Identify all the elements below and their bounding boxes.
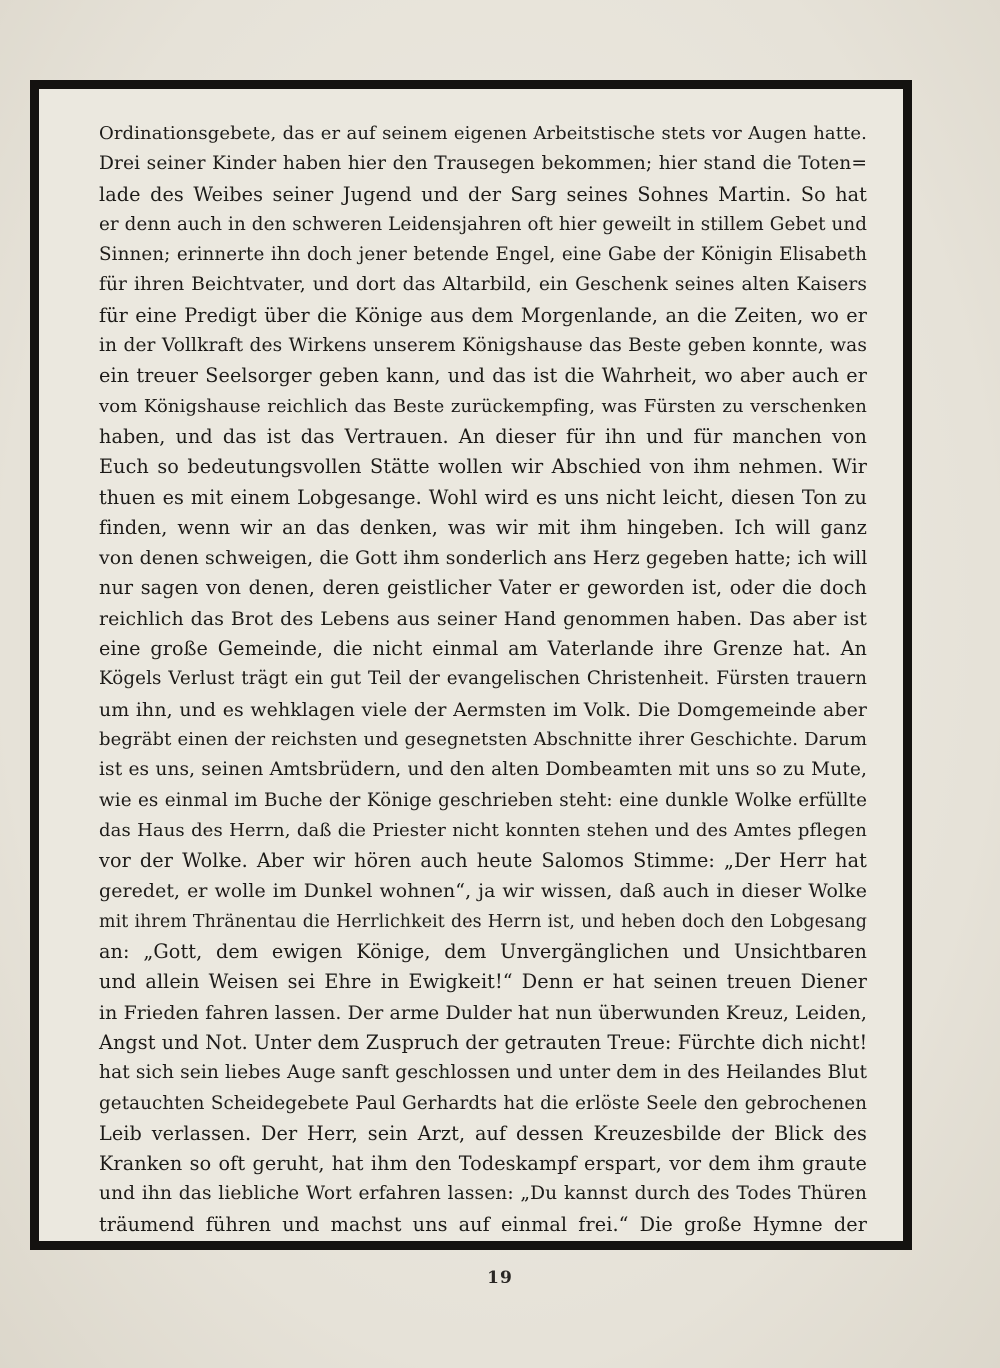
text-line: das Haus des Herrn, daß die Priester nicht konnten stehen und des Amtes pflegen — [99, 819, 867, 841]
text-line: finden, wenn wir an das denken, was wir mit ihm hingeben. Ich will ganz — [99, 515, 867, 539]
text-line: Angst und Not. Unter dem Zuspruch der getrauten Treue: Fürchte dich nicht! — [99, 1030, 868, 1054]
text-line: reichlich das Brot des Lebens aus seiner Hand genommen haben. Das aber ist — [99, 607, 867, 630]
text-line: Sinnen; erinnerte ihn doch jener betende Engel, eine Gabe der Königin Elisabeth — [99, 244, 867, 266]
text-line: von denen schweigen, die Gott ihm sonderlich ans Herz gegeben hatte; ich will — [99, 547, 868, 570]
text-line: eine große Gemeinde, die nicht einmal am Vaterlande ihre Grenze hat. An — [99, 637, 867, 661]
text-line: in Frieden fahren lassen. Der arme Dulder hat nun überwunden Kreuz, Leiden, — [99, 1001, 867, 1024]
text-line: hat sich sein liebes Auge sanft geschlossen und unter dem in des Heilandes Blut — [99, 1062, 868, 1084]
text-line: lade des Weibes seiner Jugend und der Sarg seines Sohnes Martin. So hat — [99, 182, 867, 206]
text-line: für eine Predigt über die Könige aus dem Morgenlande, an die Zeiten, wo er — [99, 303, 867, 327]
text-line: und allein Weisen sei Ehre in Ewigkeit!“ Denn er hat seinen treuen Diener — [99, 970, 867, 994]
text-line: vor der Wolke. Aber wir hören auch heute Salomos Stimme: „Der Herr hat — [99, 849, 867, 873]
text-line: er denn auch in den schweren Leidensjahren oft hier geweilt in stillem Gebet und — [99, 213, 868, 235]
text-line: träumend führen und machst uns auf einmal frei.“ Die große Hymne der — [99, 1212, 867, 1236]
text-line: vom Königshause reichlich das Beste zurückempfing, was Fürsten zu verschenken — [99, 395, 867, 417]
text-line: um ihn, und es wehklagen viele der Aermsten im Volk. Die Domgemeinde aber — [99, 698, 867, 721]
text-line: Kögels Verlust trägt ein gut Teil der evangelischen Christenheit. Fürsten trauern — [99, 668, 867, 690]
text-line: getauchten Scheidegebete Paul Gerhardts hat die erlöste Seele den gebrochenen — [99, 1092, 867, 1114]
text-line: begräbt einen der reichsten und gesegnetsten Abschnitte ihrer Geschichte. Darum — [99, 728, 867, 750]
text-line: ist es uns, seinen Amtsbrüdern, und den alten Dombeamten mit uns so zu Mute, — [99, 759, 867, 781]
text-line: ein treuer Seelsorger geben kann, und das ist die Wahrheit, wo aber auch er — [99, 364, 867, 388]
text-line: Kranken so oft geruht, hat ihm den Todeskampf erspart, vor dem ihm graute — [99, 1152, 867, 1176]
text-line: haben, und das ist das Vertrauen. An dieser für ihn und für manchen von — [99, 424, 867, 448]
text-line: thuen es mit einem Lobgesange. Wohl wird es uns nicht leicht, diesen Ton zu — [99, 485, 867, 509]
text-line: mit ihrem Thränentau die Herrlichkeit des Herrn ist, und heben doch den Lobgesang — [99, 911, 867, 932]
text-line: wie es einmal im Buche der Könige geschrieben steht: eine dunkle Wolke erfüllte — [99, 789, 867, 811]
text-line: geredet, er wolle im Dunkel wohnen“, ja wir wissen, daß auch in dieser Wolke — [99, 880, 867, 903]
text-line: und ihn das liebliche Wort erfahren lassen: „Du kannst durch des Todes Thüren — [99, 1183, 867, 1205]
text-line: Leib verlassen. Der Herr, sein Arzt, auf dessen Kreuzesbilde der Blick des — [99, 1121, 867, 1145]
text-line: Ordinationsgebete, das er auf seinem eigenen Arbeitstische stets vor Augen hatte. — [99, 123, 867, 144]
page-number: 19 — [487, 1268, 513, 1288]
text-line: für ihren Beichtvater, und dort das Altarbild, ein Geschenk seines alten Kaisers — [99, 274, 867, 296]
text-line: an: „Gott, dem ewigen Könige, dem Unvergänglichen und Unsichtbaren — [99, 940, 867, 964]
text-line: Euch so bedeutungsvollen Stätte wollen wir Abschied von ihm nehmen. Wir — [99, 455, 867, 479]
text-line: in der Vollkraft des Wirkens unserem Königshause das Beste geben konnte, was — [99, 335, 867, 357]
body-text — [99, 119, 867, 1240]
text-line: Drei seiner Kinder haben hier den Trausegen bekommen; hier stand die Toten= — [99, 153, 867, 175]
text-line: nur sagen von denen, deren geistlicher Vater er geworden ist, oder die doch — [99, 576, 867, 600]
mourning-border-frame — [30, 80, 912, 1250]
